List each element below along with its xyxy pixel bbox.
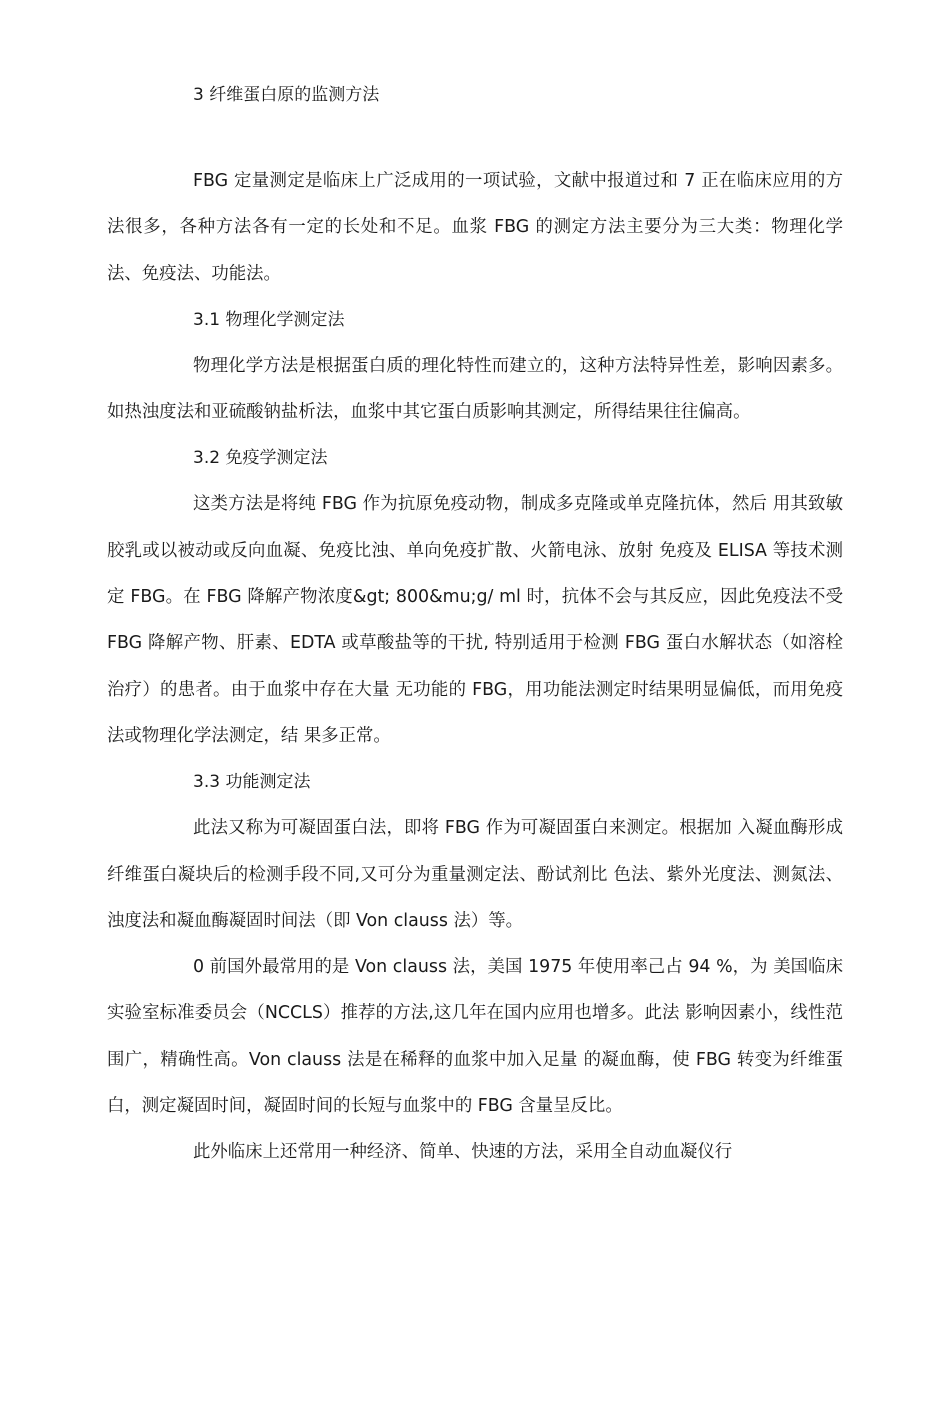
paragraph-3-3-b: 0 前国外最常用的是 Von clauss 法，美国 1975 年使用率己占 94 %，为 美国临床实验室标准委员会（NCCLS）推荐的方法,这几年在国内应用也增多。此法 影响因素小，线性范围广，精确性高。Von clauss 法是在稀释的血浆中加入足量 的凝血酶，使 FBG 转变为纤维蛋白，测定凝固时间，凝固时间的长短与血浆中的 FBG 含量呈反比。: [107, 957, 843, 1117]
section-heading-3: 3 纤维蛋白原的监测方法: [193, 85, 380, 105]
section-heading-3-3: 3.3 功能测定法: [193, 772, 311, 793]
section-heading-3-2: 3.2 免疫学测定法: [193, 448, 328, 469]
paragraph-3-3-a: 此法又称为可凝固蛋白法，即将 FBG 作为可凝固蛋白来测定。根据加 入凝血酶形成纤维蛋白凝块后的检测手段不同,又可分为重量测定法、酚试剂比 色法、紫外光度法、测氮法、浊度法和凝血酶凝固时间法（即 Von clauss 法）等。: [107, 818, 843, 931]
paragraph-intro: FBG 定量测定是临床上广泛成用的一项试验，文献中报道过和 7 正在临床应用的方法很多，各种方法各有一定的长处和不足。血浆 FBG 的测定方法主要分为三大类：物理化学法、免疫法、功能法。: [107, 171, 843, 284]
paragraph-3-3-c: 此外临床上还常用一种经济、简单、快速的方法，采用全自动血凝仪行: [193, 1142, 733, 1163]
paragraph-3-1: 物理化学方法是根据蛋白质的理化特性而建立的，这种方法特异性差，影响因素多。如热浊度法和亚硫酸钠盐析法，血浆中其它蛋白质影响其测定，所得结果往往偏高。: [107, 355, 843, 423]
section-heading-3-1: 3.1 物理化学测定法: [193, 309, 345, 330]
paragraph-3-2: 这类方法是将纯 FBG 作为抗原免疫动物，制成多克隆或单克隆抗体，然后 用其致敏胶乳或以被动或反向血凝、免疫比浊、单向免疫扩散、火箭电泳、放射 免疫及 ELISA 等技术测定 FBG。在 FBG 降解产物浓度&gt; 800&mu;g/ ml 时，抗体不会与其反应，因此免疫法不受 FBG 降解产物、肝素、EDTA 或草酸盐等的干扰, 特别适用于检测 FBG 蛋白水解状态（如溶栓治疗）的患者。由于血浆中存在大量 无功能的 FBG，用功能法测定时结果明显偏低，而用免疫法或物理化学法测定，结 果多正常。: [107, 494, 843, 746]
document-page: [107, 72, 843, 1176]
